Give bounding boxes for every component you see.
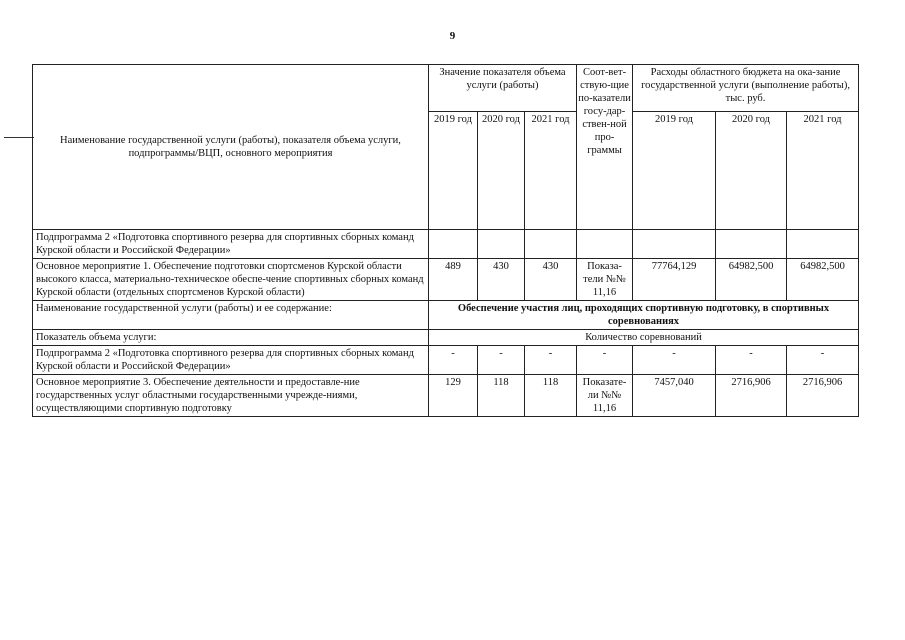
header-year-2021: 2021 год: [525, 112, 577, 230]
table-row-measure-1: [33, 259, 859, 301]
measure-1-budget-2020: 64982,500: [716, 259, 787, 301]
subprogram-b-dash-3: -: [525, 346, 577, 375]
header-year-2020: 2020 год: [478, 112, 525, 230]
table-row-subprogram-b: [33, 346, 859, 375]
header-row-1: [33, 65, 859, 112]
measure-3-budget-2019: 7457,040: [633, 375, 716, 417]
header-correspondence: Соот-вет-ствую-щие по-казатели госу-дар-ствен-ной про-граммы: [577, 65, 633, 230]
header-year-2019: 2019 год: [429, 112, 478, 230]
header-budget-year-2020: 2020 год: [716, 112, 787, 230]
subprogram-b-dash-7: -: [787, 346, 859, 375]
measure-3-indicator: Показате-ли №№ 11,16: [577, 375, 633, 417]
measure-1-indicator: Показа-тели №№ 11,16: [577, 259, 633, 301]
measure-1-value-2020: 430: [478, 259, 525, 301]
subprogram-b-dash-6: -: [716, 346, 787, 375]
subprogram-b-name: Подпрограмма 2 «Подготовка спортивного резерва для спортивных сборных команд Курской области и Российской Федерации»: [33, 346, 429, 375]
measure-1-name: Основное мероприятие 1. Обеспечение подготовки спортсменов Курской области высокого класса, материально-техническое обеспе-чение спортивных сборных команд Курской области (отдельных спортсменов Курской области): [33, 259, 429, 301]
header-name-column: Наименование государственной услуги (работы), показателя объема услуги, подпрограммы/ВЦП, основного мероприятия: [33, 65, 429, 230]
measure-3-budget-2021: 2716,906: [787, 375, 859, 417]
header-budget-year-2021: 2021 год: [787, 112, 859, 230]
table-row-subprogram-a: [33, 230, 859, 259]
table-row-volume-indicator: [33, 330, 859, 346]
margin-dash: [4, 137, 34, 138]
table-row-measure-3: [33, 375, 859, 417]
subprogram-b-dash-2: -: [478, 346, 525, 375]
measure-1-budget-2021: 64982,500: [787, 259, 859, 301]
budget-table: [32, 64, 859, 417]
table-row-service-name: [33, 301, 859, 330]
header-indicator-group: Значение показателя объема услуги (работы): [429, 65, 577, 112]
measure-3-value-2019: 129: [429, 375, 478, 417]
subprogram-b-dash-5: -: [633, 346, 716, 375]
measure-1-value-2019: 489: [429, 259, 478, 301]
measure-3-budget-2020: 2716,906: [716, 375, 787, 417]
header-budget-group: Расходы областного бюджета на ока-зание государственной услуги (выполнение работы), тыс. руб.: [633, 65, 859, 112]
volume-indicator-label: Показатель объема услуги:: [33, 330, 429, 346]
service-name-value: Обеспечение участия лиц, проходящих спортивную подготовку, в спортивных соревнованиях: [429, 301, 859, 330]
measure-1-budget-2019: 77764,129: [633, 259, 716, 301]
subprogram-b-dash-1: -: [429, 346, 478, 375]
measure-1-value-2021: 430: [525, 259, 577, 301]
measure-3-name: Основное мероприятие 3. Обеспечение деятельности и предоставле-ние государственных услуг областными государственными учрежде-ниями, осуществляющими спортивную подготовку: [33, 375, 429, 417]
volume-indicator-value: Количество соревнований: [429, 330, 859, 346]
measure-3-value-2021: 118: [525, 375, 577, 417]
subprogram-b-dash-4: -: [577, 346, 633, 375]
measure-3-value-2020: 118: [478, 375, 525, 417]
service-name-label: Наименование государственной услуги (работы) и ее содержание:: [33, 301, 429, 330]
page-number: 9: [449, 30, 456, 42]
subprogram-a-name: Подпрограмма 2 «Подготовка спортивного резерва для спортивных сборных команд Курской области и Российской Федерации»: [33, 230, 429, 259]
header-budget-year-2019: 2019 год: [633, 112, 716, 230]
